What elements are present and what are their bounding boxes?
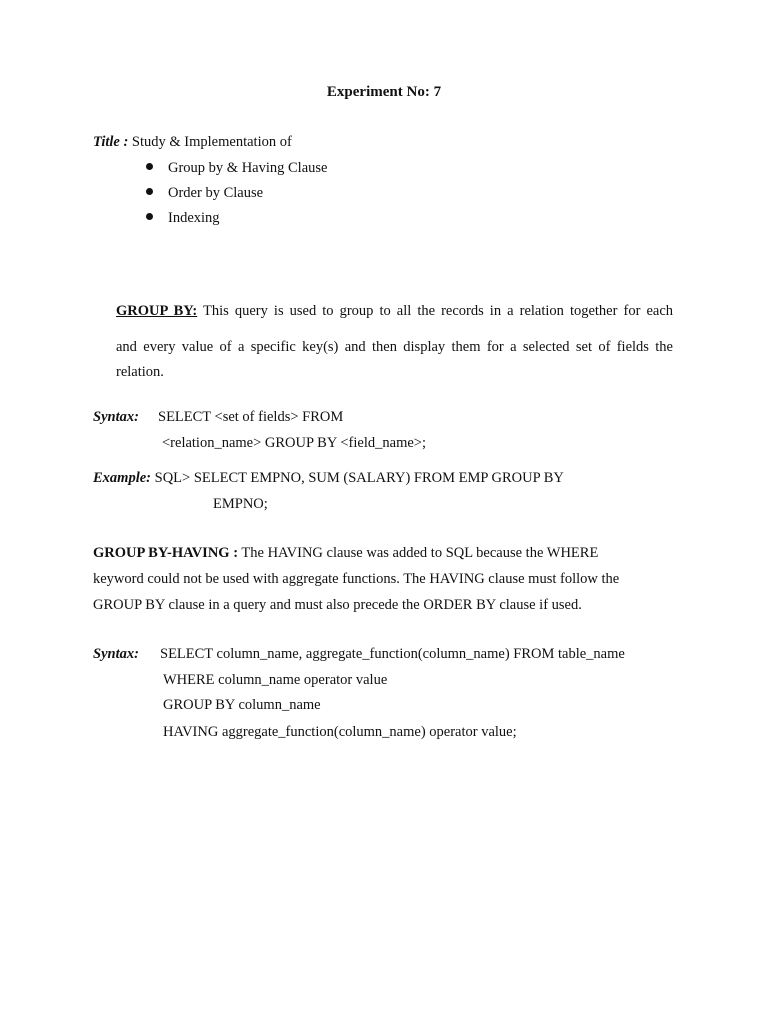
having-line-1: GROUP BY-HAVING : The HAVING clause was added to SQL because the WHERE <box>93 545 599 561</box>
group-by-line-3: relation. <box>116 364 164 380</box>
bullet-icon <box>146 188 153 195</box>
title-label: Title : <box>93 134 129 150</box>
example-line-2: EMPNO; <box>213 496 268 512</box>
syntax-2-line-1: SELECT column_name, aggregate_function(column_name) FROM table_name <box>160 646 625 662</box>
syntax-2-line-3: GROUP BY column_name <box>163 697 321 713</box>
list-item: Group by & Having Clause <box>146 160 327 177</box>
list-item: Indexing <box>146 210 220 227</box>
group-by-line-2: and every value of a specific key(s) and then display them for a selected set of fields the <box>116 339 673 355</box>
having-term: GROUP BY-HAVING : <box>93 545 239 561</box>
syntax-1-line-2: <relation_name> GROUP BY <field_name>; <box>162 435 426 451</box>
syntax-2-line-2: WHERE column_name operator value <box>163 672 388 688</box>
syntax-1-label: Syntax: <box>93 409 139 425</box>
having-line-2: keyword could not be used with aggregate functions. The HAVING clause must follow the <box>93 571 620 587</box>
example-label: Example: <box>93 470 151 486</box>
group-by-line-1: GROUP BY: This query is used to group to all the records in a relation together for each <box>116 303 674 319</box>
group-by-term: GROUP BY: <box>116 303 198 319</box>
example-line-1: Example: SQL> SELECT EMPNO, SUM (SALARY) FROM EMP GROUP BY <box>93 470 564 486</box>
syntax-2-line-4: HAVING aggregate_function(column_name) operator value; <box>163 724 517 740</box>
syntax-1-line-1: SELECT <set of fields> FROM <box>158 409 344 425</box>
syntax-2-label: Syntax: <box>93 646 139 662</box>
having-line-3: GROUP BY clause in a query and must also precede the ORDER BY clause if used. <box>93 597 582 613</box>
bullet-icon <box>146 213 153 220</box>
title-text: Study & Implementation of <box>131 134 292 150</box>
experiment-heading: Experiment No: 7 <box>326 84 442 100</box>
list-item: Order by Clause <box>146 185 263 202</box>
title-line <box>93 134 292 151</box>
bullet-icon <box>146 163 153 170</box>
